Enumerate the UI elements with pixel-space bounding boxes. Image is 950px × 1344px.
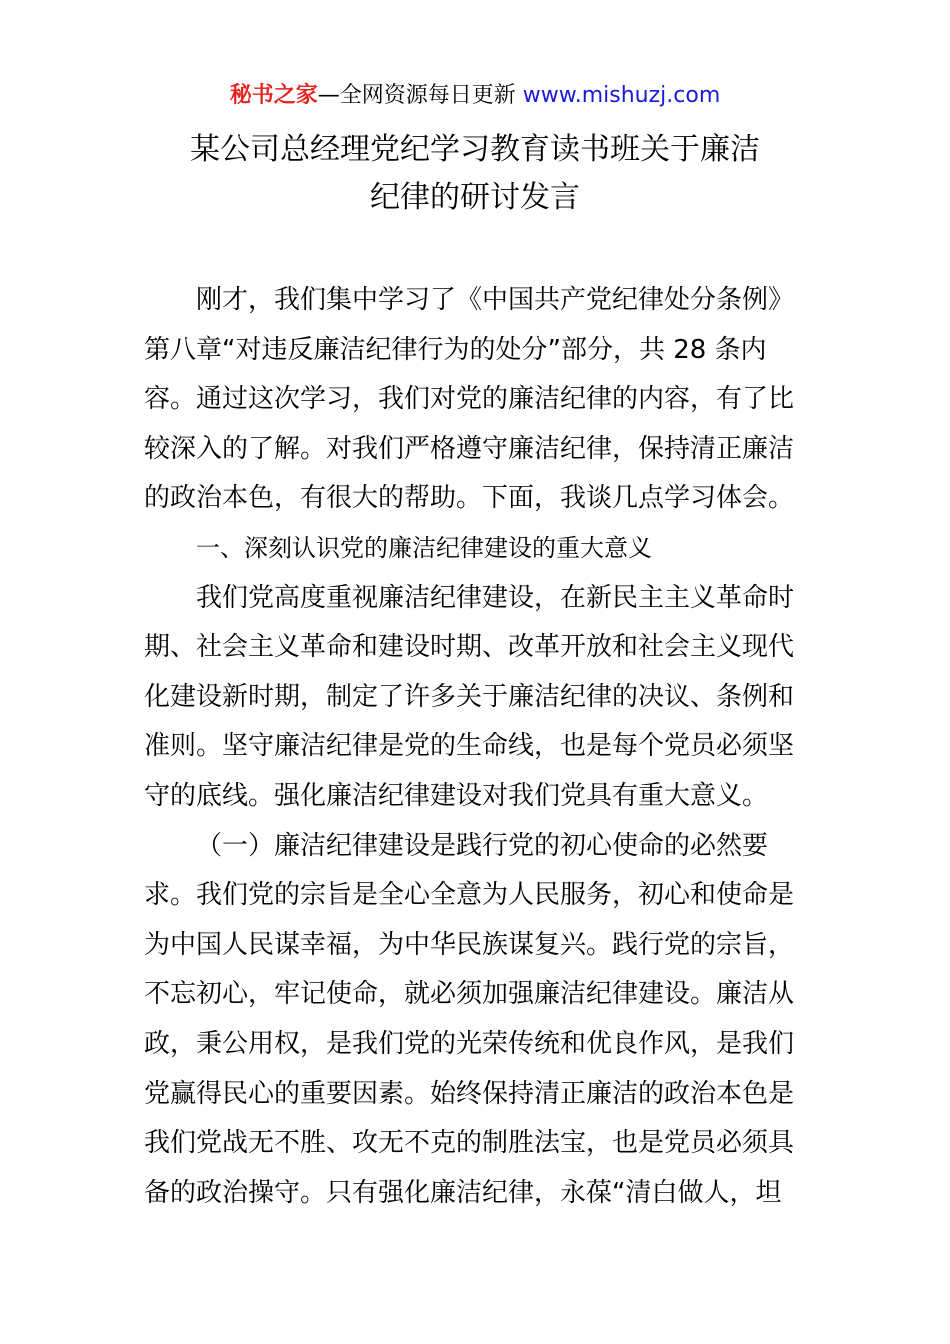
- body-line: 较深入的了解。对我们严格遵守廉洁纪律，保持清正廉洁: [144, 433, 795, 464]
- document-title: [0, 126, 950, 222]
- body-line: 容。通过这次学习，我们对党的廉洁纪律的内容，有了比: [144, 384, 795, 415]
- body-line: 备的政治操守。只有强化廉洁纪律，永葆“清白做人，坦: [144, 1177, 782, 1208]
- body-line: 守的底线。强化廉洁纪律建设对我们党具有重大意义。: [144, 780, 769, 811]
- body-line: 求。我们党的宗旨是全心全意为人民服务，初心和使命是: [144, 880, 795, 911]
- section-heading: 一、深刻认识党的廉洁纪律建设的重大意义: [196, 533, 652, 562]
- title-line-1: 某公司总经理党纪学习教育读书班关于廉洁: [190, 132, 760, 167]
- body-line: 化建设新时期，制定了许多关于廉洁纪律的决议、条例和: [144, 681, 795, 712]
- body-line: 不忘初心，牢记使命，就必须加强廉洁纪律建设。廉洁从: [144, 979, 795, 1010]
- banner-slogan: —全网资源每日更新: [317, 83, 523, 108]
- site-url-link[interactable]: www.mishuzj.com: [522, 83, 721, 108]
- body-line: 我们党高度重视廉洁纪律建设，在新民主主义革命时: [196, 582, 795, 613]
- site-banner: [0, 80, 950, 112]
- body-line: 为中国人民谋幸福，为中华民族谋复兴。践行党的宗旨，: [144, 929, 795, 960]
- body-line: 期、社会主义革命和建设时期、改革开放和社会主义现代: [144, 632, 795, 663]
- body-line: 的政治本色，有很大的帮助。下面，我谈几点学习体会。: [144, 483, 795, 514]
- body-line: 准则。坚守廉洁纪律是党的生命线，也是每个党员必须坚: [144, 731, 795, 762]
- body-line: 我们党战无不胜、攻无不克的制胜法宝，也是党员必须具: [144, 1128, 795, 1159]
- title-line-2: 纪律的研讨发言: [370, 180, 580, 215]
- brand-name: 秘书之家: [229, 83, 318, 108]
- body-line: 党赢得民心的重要因素。始终保持清正廉洁的政治本色是: [144, 1078, 795, 1109]
- document-body: [144, 276, 808, 1218]
- subsection-line: （一）廉洁纪律建设是践行党的初心使命的必然要: [196, 830, 769, 861]
- body-line: 刚才，我们集中学习了《中国共产党纪律处分条例》: [196, 285, 795, 315]
- body-line: 第八章“对违反廉洁纪律行为的处分”部分，共 28 条内: [144, 334, 767, 365]
- body-line: 政，秉公用权，是我们党的光荣传统和优良作风，是我们: [144, 1028, 795, 1059]
